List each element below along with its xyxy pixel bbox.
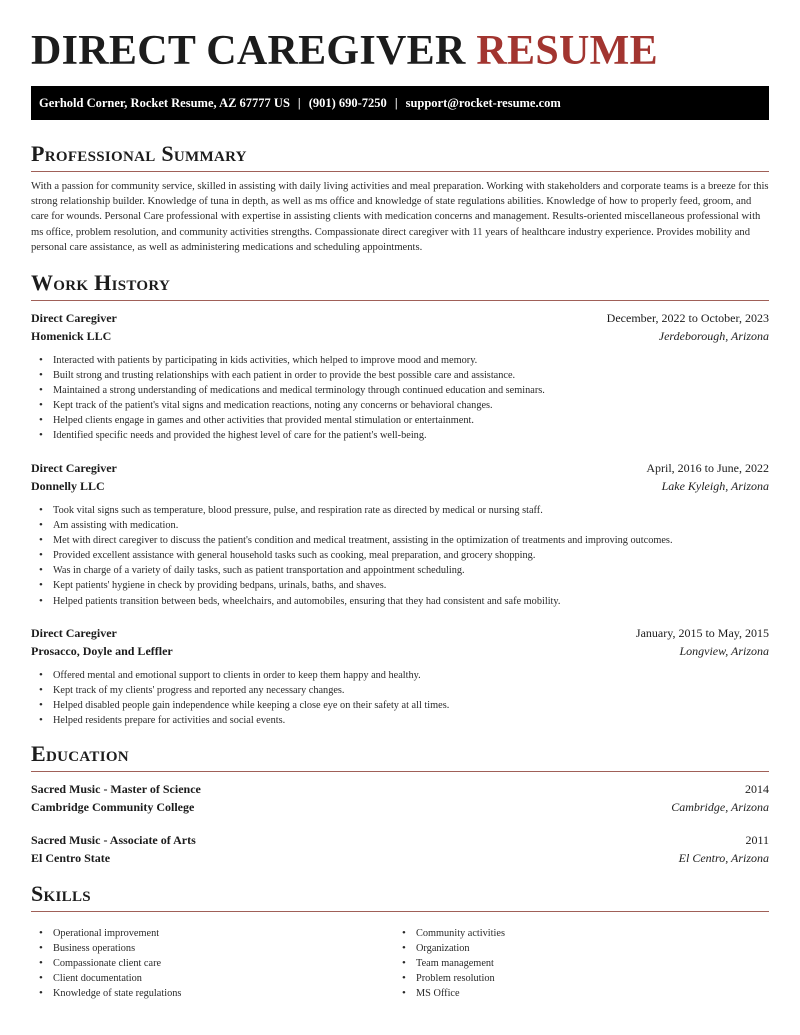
contact-address: Gerhold Corner, Rocket Resume, AZ 67777 US	[39, 95, 290, 110]
job-company: Donnelly LLC	[31, 479, 105, 493]
work-history-section	[31, 271, 769, 731]
summary-heading: Professional Summary	[31, 141, 247, 166]
list-item: • Team management	[402, 956, 769, 971]
list-item: • Helped patients transition between beds, wheelchairs, and automobiles, ensuring that they had consistent and safe mobility.	[39, 594, 769, 609]
job-location: Jerdeborough, Arizona	[658, 329, 769, 343]
summary-text: With a passion for community service, skilled in assisting with daily living activities and meal preparation. Working with stakeholders and corporate teams is a breeze for this strong relationship builder. Knowledge of tuna in depth, as well as ms office and knowledge of state regulations abilities. Knowledge of how to properly feed, groom, and care for wounds. Personal Care professional with expertise in assisting clients with medication concerns and management. Results-oriented miscellaneous professional with ms office, problem resolution, and community activities strengths. Compassionate direct caregiver with 11 years of healthcare industry experience. Provides mobility and personal care assistance, as well as administering medications and scheduling appointments.	[31, 181, 769, 253]
title-accent: RESUME	[476, 28, 658, 74]
title-main: DIRECT CAREGIVER	[31, 28, 466, 74]
list-item: • Met with direct caregiver to discuss the patient's condition and medical treatment, assisting in the optimization of treatments and improving outcomes.	[39, 533, 769, 548]
page-title	[31, 30, 658, 72]
list-item: • Community activities	[402, 926, 769, 941]
list-item: • Client documentation	[39, 971, 394, 986]
list-item: • Problem resolution	[402, 971, 769, 986]
contact-separator: |	[297, 95, 301, 110]
job-company: Prosacco, Doyle and Leffler	[31, 644, 173, 658]
education-year: 2014	[745, 782, 769, 796]
summary-section	[31, 142, 769, 255]
work-history-heading: Work History	[31, 270, 171, 295]
list-item: • MS Office	[402, 986, 769, 1001]
list-item: • Am assisting with medication.	[39, 518, 769, 533]
list-item: • Kept track of the patient's vital signs and medication reactions, noting any concerns or behavioral changes.	[39, 398, 769, 413]
list-item: • Helped residents prepare for activities and social events.	[39, 713, 769, 728]
job-duties-list	[31, 668, 769, 728]
school-name: Cambridge Community College	[31, 800, 195, 814]
job-dates: December, 2022 to October, 2023	[606, 311, 769, 325]
list-item: • Business operations	[39, 941, 394, 956]
list-item: • Organization	[402, 941, 769, 956]
job-title: Direct Caregiver	[31, 311, 117, 325]
list-item: • Built strong and trusting relationships with each patient in order to provide the best possible care and assistance.	[39, 368, 769, 383]
section-divider	[31, 771, 769, 772]
job-duties-list	[31, 503, 769, 609]
contact-separator: |	[394, 95, 398, 110]
section-divider	[31, 171, 769, 172]
education-entry	[31, 782, 769, 818]
list-item: • Took vital signs such as temperature, blood pressure, pulse, and respiration rate as directed by medical or nursing staff.	[39, 503, 769, 518]
list-item: • Operational improvement	[39, 926, 394, 941]
list-item: • Offered mental and emotional support to clients in order to keep them happy and healthy.	[39, 668, 769, 683]
contact-email: support@rocket-resume.com	[405, 95, 561, 110]
school-location: El Centro, Arizona	[678, 851, 769, 865]
list-item: • Provided excellent assistance with general household tasks such as cooking, meal preparation, and grocery shopping.	[39, 548, 769, 563]
skills-heading: Skills	[31, 881, 91, 906]
job-title: Direct Caregiver	[31, 461, 117, 475]
education-entry	[31, 833, 769, 869]
job-entry	[31, 626, 769, 728]
job-location: Lake Kyleigh, Arizona	[661, 479, 769, 493]
list-item: • Compassionate client care	[39, 956, 394, 971]
education-heading: Education	[31, 741, 129, 766]
section-divider	[31, 300, 769, 301]
list-item: • Kept patients' hygiene in check by providing bedpans, urinals, baths, and shaves.	[39, 578, 769, 593]
contact-phone: (901) 690-7250	[308, 95, 387, 110]
job-duties-list	[31, 353, 769, 444]
job-dates: January, 2015 to May, 2015	[635, 626, 769, 640]
job-entry	[31, 461, 769, 609]
skills-columns	[31, 920, 769, 1001]
list-item: • Helped clients engage in games and other activities that provided mental stimulation or entertainment.	[39, 413, 769, 428]
section-divider	[31, 911, 769, 912]
job-location: Longview, Arizona	[679, 644, 769, 658]
skills-list-left	[31, 926, 394, 1001]
list-item: • Knowledge of state regulations	[39, 986, 394, 1001]
education-year: 2011	[745, 833, 769, 847]
job-title: Direct Caregiver	[31, 626, 117, 640]
school-location: Cambridge, Arizona	[671, 800, 769, 814]
degree: Sacred Music - Master of Science	[31, 782, 201, 796]
skills-section	[31, 882, 769, 1001]
list-item: • Interacted with patients by participating in kids activities, which helped to improve mood and memory.	[39, 353, 769, 368]
job-entry	[31, 311, 769, 444]
skills-list-right	[394, 926, 769, 1001]
school-name: El Centro State	[31, 851, 111, 865]
list-item: • Kept track of my clients' progress and reported any necessary changes.	[39, 683, 769, 698]
education-section	[31, 742, 769, 872]
job-dates: April, 2016 to June, 2022	[646, 461, 769, 475]
job-company: Homenick LLC	[31, 329, 112, 343]
list-item: • Identified specific needs and provided the highest level of care for the patient's well-being.	[39, 428, 769, 443]
contact-bar	[31, 86, 769, 120]
degree: Sacred Music - Associate of Arts	[31, 833, 196, 847]
list-item: • Was in charge of a variety of daily tasks, such as patient transportation and appointment scheduling.	[39, 563, 769, 578]
list-item: • Helped disabled people gain independence while keeping a close eye on their safety at all times.	[39, 698, 769, 713]
list-item: • Maintained a strong understanding of medications and medical terminology through continued education and seminars.	[39, 383, 769, 398]
